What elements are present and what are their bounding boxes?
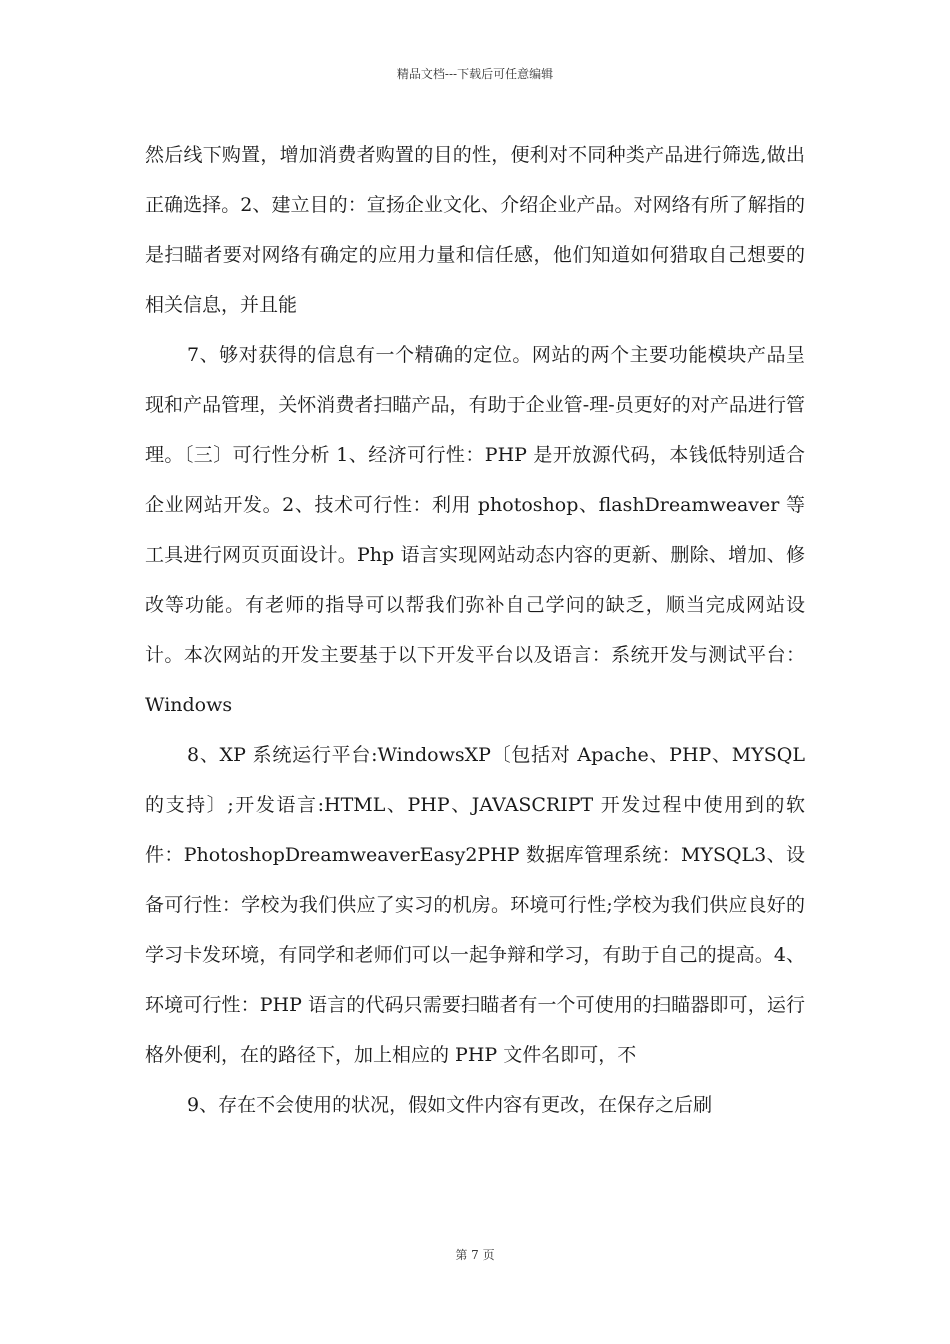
paragraph-4: 9、存在不会使用的状况，假如文件内容有更改，在保存之后刷	[187, 1094, 713, 1116]
page-number: 第 7 页	[455, 1248, 495, 1262]
page-header: 精品文档---下载后可任意编辑	[396, 67, 554, 81]
paragraph-2: 7、够对获得的信息有一个精确的定位。网站的两个主要功能模块产品呈现和产品管理，关怀消费者扫瞄产品，有助于企业管-理-员更好的对产品进行管理。〔三〕可行性分析 1、经济可行性：PHP 是开放源代码，本钱低特别适合企业网站开发。2、技术可行性：利用 photoshop、flashDreamweaver 等工具进行网页页面设计。Php 语言实现网站动态内容的更新、删除、增加、修改等功能。有老师的指导可以帮我们弥补自己学问的缺乏，顺当完成网站设计。本次网站的开发主要基于以下开发平台以及语言：系统开发与测试平台：Windows	[145, 344, 805, 716]
page-body	[145, 130, 805, 1130]
paragraph-3: 8、XP 系统运行平台:WindowsXP〔包括对 Apache、PHP、MYSQL 的支持〕;开发语言:HTML、PHP、JAVASCRIPT 开发过程中使用到的软件：PhotoshopDreamweaverEasy2PHP 数据库管理系统：MYSQL3、设备可行性：学校为我们供应了实习的机房。环境可行性;学校为我们供应良好的学习卡发环境，有同学和老师们可以一起争辩和学习，有助于自己的提高。4、环境可行性：PHP 语言的代码只需要扫瞄者有一个可使用的扫瞄器即可，运行格外便利，在的路径下，加上相应的 PHP 文件名即可，不	[145, 744, 805, 1066]
paragraph-1: 然后线下购置，增加消费者购置的目的性，便利对不同种类产品进行筛选,做出正确选择。2、建立目的：宣扬企业文化、介绍企业产品。对网络有所了解指的是扫瞄者要对网络有确定的应用力量和信任感，他们知道如何猎取自己想要的相关信息，并且能	[145, 144, 805, 316]
